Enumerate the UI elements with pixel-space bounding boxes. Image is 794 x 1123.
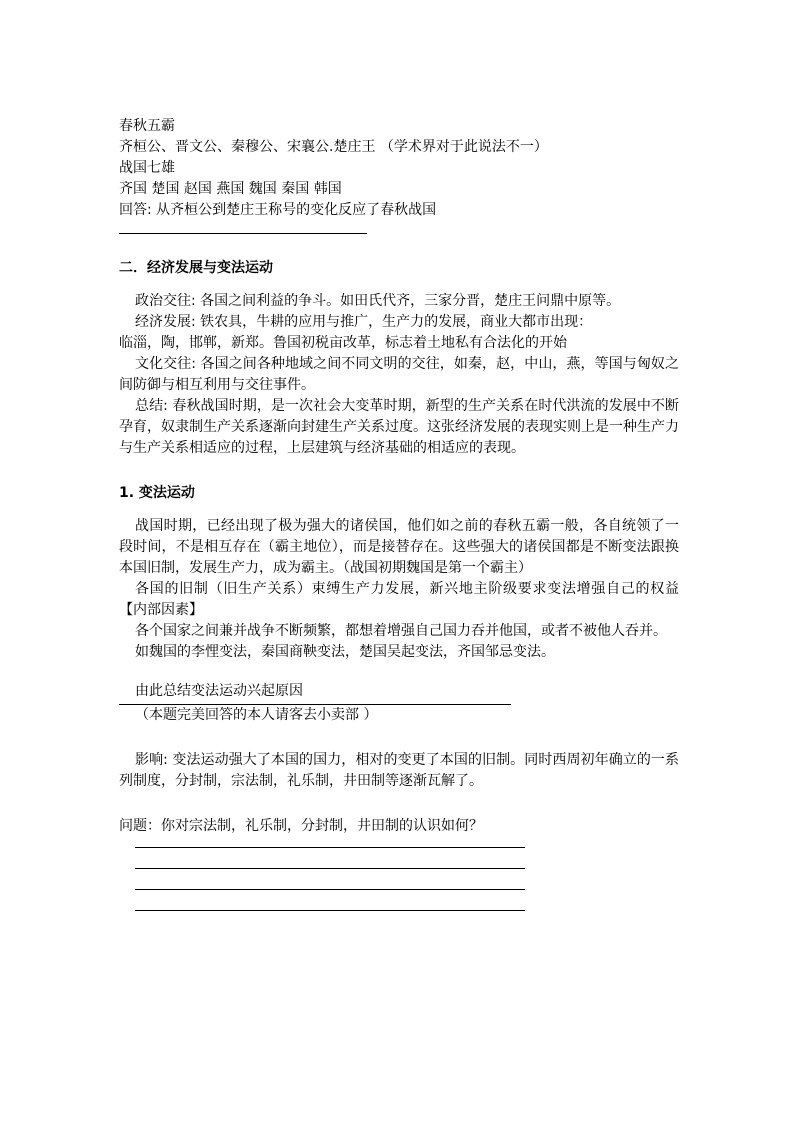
paragraph-annexation: 各个国家之间兼并战争不断频繁，都想着增强自己国力吞并他国，或者不被他人吞并。 <box>135 623 667 639</box>
question-line: 问题：你对宗法制，礼乐制，分封制，井田制的认识如何？ <box>119 818 483 834</box>
section-heading-economy: 二．经济发展与变法运动 <box>119 260 273 276</box>
paragraph-warring-states: 战国时期，已经出现了极为强大的诸侯国，他们如之前的春秋五霸一般，各自统领了一段时间，不是相互存在（霸主地位），而是接替存在。这些强大的诸侯国都是不断变法跟换本国旧制，发展生产力，成为霸主。（战国初期魏国是第一个霸主） <box>119 518 679 576</box>
heading-five-hegemons: 春秋五霸 <box>119 118 175 134</box>
question-blank-line-3 <box>135 889 525 890</box>
document-page <box>119 116 679 911</box>
paragraph-political: 政治交往: 各国之间利益的争斗。如田氏代齐，三家分晋，楚庄王问鼎中原等。 <box>135 293 621 309</box>
paragraph-reform-examples: 如魏国的李悝变法，秦国商鞅变法，楚国吴起变法，齐国邹忌变法。 <box>135 644 555 660</box>
paragraph-economic-2: 临淄，陶，邯郸，新郑。鲁国初税亩改革，标志着土地私有合法化的开始 <box>119 335 567 351</box>
paragraph-impact: 影响: 变法运动强大了本国的国力，相对的变更了本国的旧制。同时西周初年确立的一系列制度，分封制，宗法制，礼乐制，井田制等逐渐瓦解了。 <box>119 752 679 789</box>
paragraph-economic-1: 经济发展: 铁农具，牛耕的应用与推广，生产力的发展，商业大都市出现： <box>135 314 593 330</box>
paragraph-reform-causes-prompt: 由此总结变法运动兴起原因 <box>135 683 303 699</box>
paragraph-summary: 总结: 春秋战国时期，是一次社会大变革时期，新型的生产关系在时代洪流的发展中不断孕育，奴隶制生产关系逐渐向封建生产关系过度。这张经济发展的表现实则上是一种生产力与生产关系相适应的过程，上层建筑与经济基础的相适应的表现。 <box>119 398 679 456</box>
seven-states-list: 齐国 楚国 赵国 燕国 魏国 秦国 韩国 <box>119 181 342 197</box>
note-line: （本题完美回答的本人请客去小卖部 ） <box>135 707 378 723</box>
question-blank-line-4 <box>135 910 525 911</box>
question-blank-line-1 <box>135 847 525 848</box>
section-heading-reform: 1. 变法运动 <box>119 485 195 501</box>
paragraph-cultural: 文化交往: 各国之间各种地域之间不同文明的交往，如秦，赵，中山，燕，等国与匈奴之间防御与相互利用与交往事件。 <box>119 356 679 393</box>
five-hegemons-list: 齐桓公、晋文公、秦穆公、宋襄公.楚庄王 （学术界对于此说法不一） <box>119 139 548 155</box>
heading-seven-warring-states: 战国七雄 <box>119 160 175 176</box>
paragraph-old-system: 各国的旧制（旧生产关系）束缚生产力发展，新兴地主阶级要求变法增强自己的权益【内部因素】 <box>119 581 679 618</box>
answer-prompt: 回答: 从齐桓公到楚庄王称号的变化反应了春秋战国 <box>119 202 437 218</box>
question-blank-line-2 <box>135 868 525 869</box>
